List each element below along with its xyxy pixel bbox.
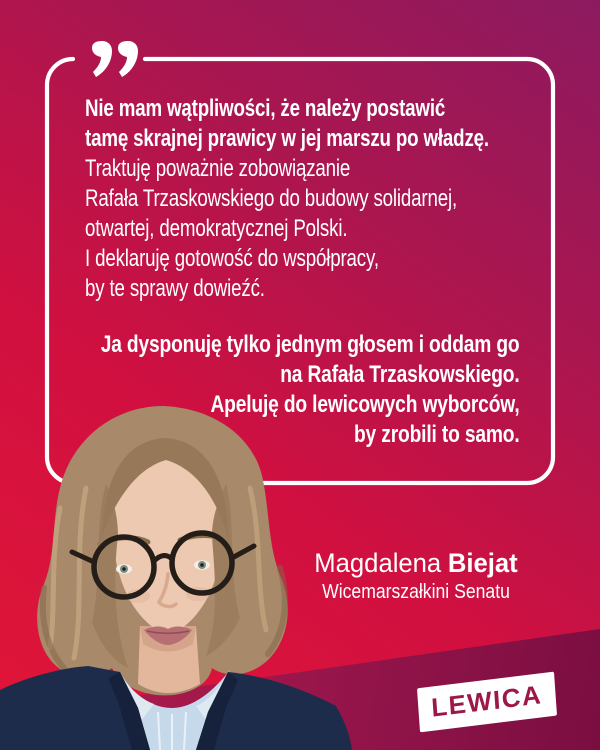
quote-mark-icon: [92, 41, 138, 77]
quote-line: tamę skrajnej prawicy w jej marszu po władzę.: [85, 125, 489, 152]
quote-line: I deklaruję gotowość do współpracy,: [85, 245, 379, 272]
quote-line: Rafała Trzaskowskiego do budowy solidarnej,: [85, 185, 458, 212]
quote-paragraph-1: [85, 94, 600, 304]
quote-line: by te sprawy dowieźć.: [85, 275, 265, 302]
quote-line: Ja dysponuję tylko jednym głosem i oddam go: [101, 331, 520, 358]
person-last-name: Biejat: [447, 548, 518, 578]
quote-line: by zrobili to samo.: [354, 421, 520, 448]
quote-line: otwartej, demokratycznej Polski.: [85, 215, 348, 242]
person-role: Wicemarszałkini Senatu: [322, 581, 510, 603]
portrait-photo: [0, 368, 355, 750]
quote-line: na Rafała Trzaskowskiego.: [280, 361, 520, 388]
lewica-logo: LEWICA: [417, 672, 557, 733]
person-first-name: Magdalena: [314, 548, 442, 578]
quote-line: Nie mam wątpliwości, że należy postawić: [85, 95, 446, 122]
quote-line: Apeluję do lewicowych wyborców,: [210, 391, 520, 418]
quote-line: Traktuję poważnie zobowiązanie: [85, 155, 351, 182]
